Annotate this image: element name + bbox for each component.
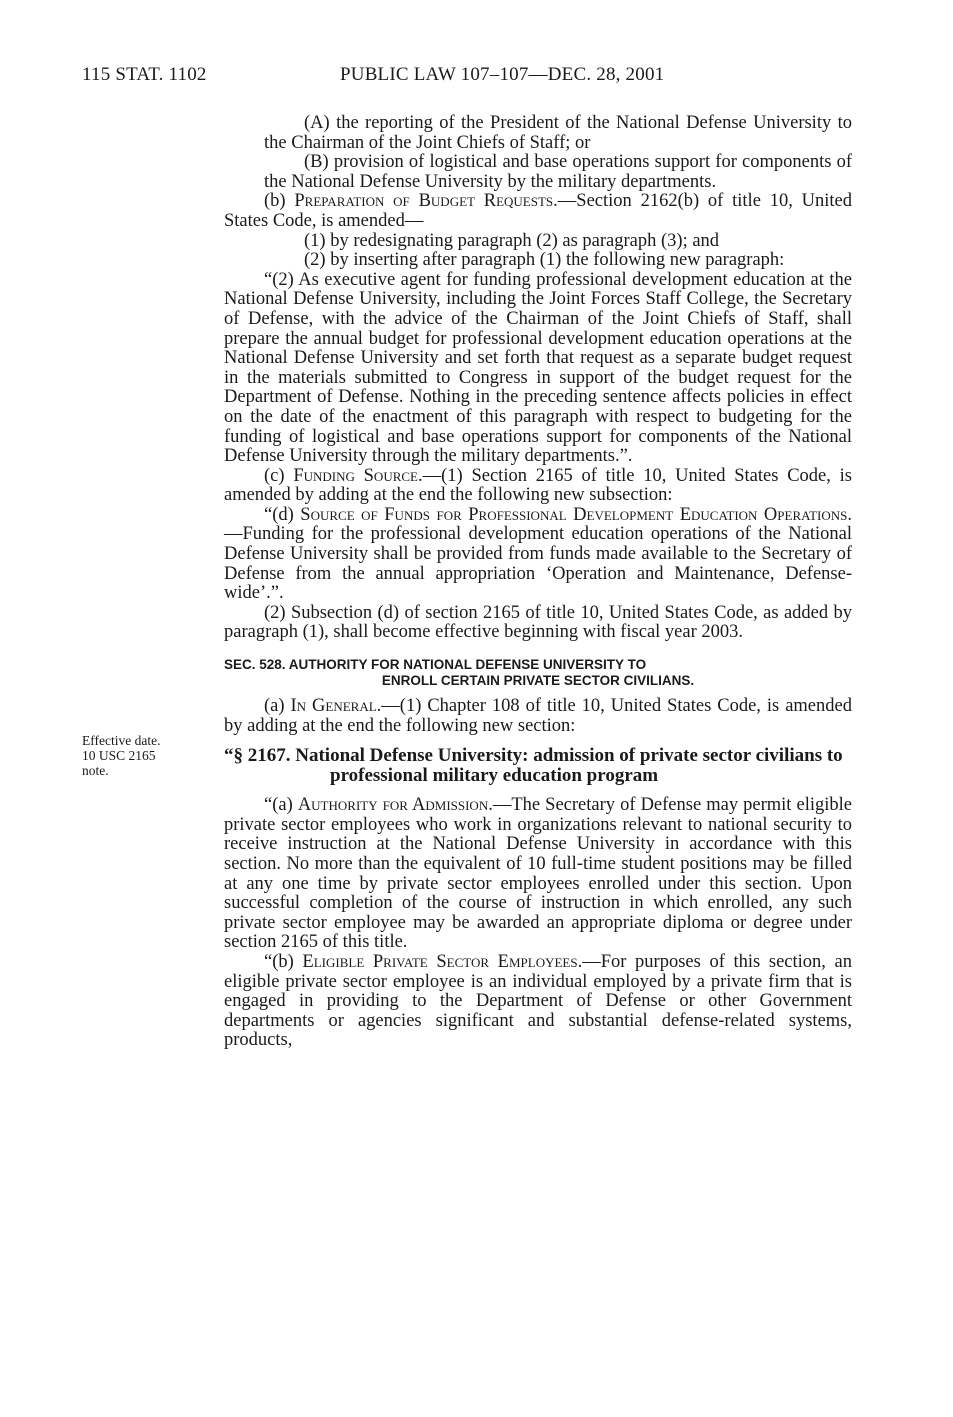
margin-note-line: 10 USC 2165 bbox=[82, 748, 156, 763]
paragraph-lead: “(a) bbox=[264, 795, 298, 816]
paragraph-heading: Preparation of Budget Requests. bbox=[294, 191, 558, 212]
paragraph-heading: Eligible Private Sector Employees. bbox=[302, 951, 583, 972]
page-reference: 115 STAT. 1102 bbox=[82, 64, 207, 85]
paragraph-text: —(1) Chapter 108 of title 10, United States Code, is amended by adding at the end the following new section: bbox=[224, 696, 852, 736]
paragraph-heading: Source of Funds for Professional Development Education Operations. bbox=[300, 504, 852, 525]
margin-note-line: note. bbox=[82, 763, 109, 778]
running-header: PUBLIC LAW 107–107—DEC. 28, 2001 bbox=[340, 64, 665, 85]
paragraph-text: —(1) Section 2165 of title 10, United States Code, is amended by adding at the end the following new subsection: bbox=[224, 465, 852, 506]
paragraph bbox=[224, 467, 852, 506]
paragraph-heading: Funding Source. bbox=[293, 465, 423, 486]
paragraph: (2) Subsection (d) of section 2165 of title 10, United States Code, as added by paragraph (1), shall become effective beginning with fiscal year 2003. bbox=[224, 602, 852, 643]
paragraph-lead: “(b) bbox=[264, 951, 303, 972]
section-heading-line: SEC. 528. AUTHORITY FOR NATIONAL DEFENSE UNIVERSITY TO bbox=[224, 657, 647, 673]
paragraph: (1) by redesignating paragraph (2) as paragraph (3); and bbox=[304, 230, 720, 251]
paragraph-text: —Funding for the professional development education operations of the National Defense University shall be provided from funds made available to the Secretary of Defense from the annual appropriation ‘Operation and Maintenance, Defense-wide’.”. bbox=[224, 524, 852, 604]
paragraph-text: —For purposes of this section, an eligible private sector employee is an individual employed by a private firm that is engaged in providing to the Department of Defense or other Government departments or agencies significant and substantial defense-related systems, products, bbox=[224, 951, 852, 1051]
paragraph bbox=[224, 697, 852, 736]
paragraph: “(2) As executive agent for funding professional development education at the National Defense University, including the Joint Forces Staff College, the Secretary of Defense, with the advice of the Chairman of the Joint Chiefs of Staff, shall prepare the annual budget for professional development education operations at the National Defense University and set forth that request as a separate budget request in the materials submitted to Congress in support of the budget request for the Department of Defense. Nothing in the preceding sentence affects policies in effect on the date of the enactment of this paragraph with respect to budgeting for the funding of logistical and base operations support for components of the National Defense University through the military departments.”. bbox=[224, 269, 852, 467]
section-heading bbox=[224, 657, 852, 689]
paragraph-lead: (a) bbox=[264, 696, 291, 717]
paragraph-text: —The Secretary of Defense may permit eligible private sector employees who work in organizations relevant to national security to receive instruction at the National Defense University in accordance with this section. No more than the equivalent of 10 full-time student positions may be filled at any one time by private sector employees enrolled under this section. Upon successful completion of the course of instruction in which enrolled, any such private sector employee may be awarded an appropriate diploma or degree under section 2165 of this title. bbox=[224, 795, 852, 953]
paragraph bbox=[224, 953, 852, 1051]
paragraph-lead: (c) bbox=[264, 465, 294, 486]
paragraph-lead: (b) bbox=[264, 191, 295, 212]
section-heading-line: ENROLL CERTAIN PRIVATE SECTOR CIVILIANS. bbox=[381, 673, 695, 689]
paragraph: (A) the reporting of the President of the National Defense University to the Chairman of the Joint Chiefs of Staff; or bbox=[264, 113, 852, 153]
paragraph: (2) by inserting after paragraph (1) the following new paragraph: bbox=[304, 250, 785, 271]
paragraph-lead: “(d) bbox=[264, 504, 301, 525]
paragraph bbox=[224, 796, 852, 953]
paragraph bbox=[224, 506, 852, 604]
paragraph-text: —Section 2162(b) of title 10, United States Code, is amended— bbox=[224, 191, 852, 231]
paragraph bbox=[224, 192, 852, 231]
paragraph-heading: In General. bbox=[290, 696, 382, 717]
section-title: “§ 2167. National Defense University: admission of private sector civilians to professional military education program bbox=[224, 745, 843, 787]
margin-note bbox=[82, 733, 202, 778]
body-text bbox=[224, 114, 852, 1051]
margin-note-line: Effective date. bbox=[82, 733, 161, 748]
paragraph-heading: Authority for Admission. bbox=[297, 795, 493, 816]
paragraph: (B) provision of logistical and base operations support for components of the National Defense University by the military departments. bbox=[264, 152, 852, 192]
